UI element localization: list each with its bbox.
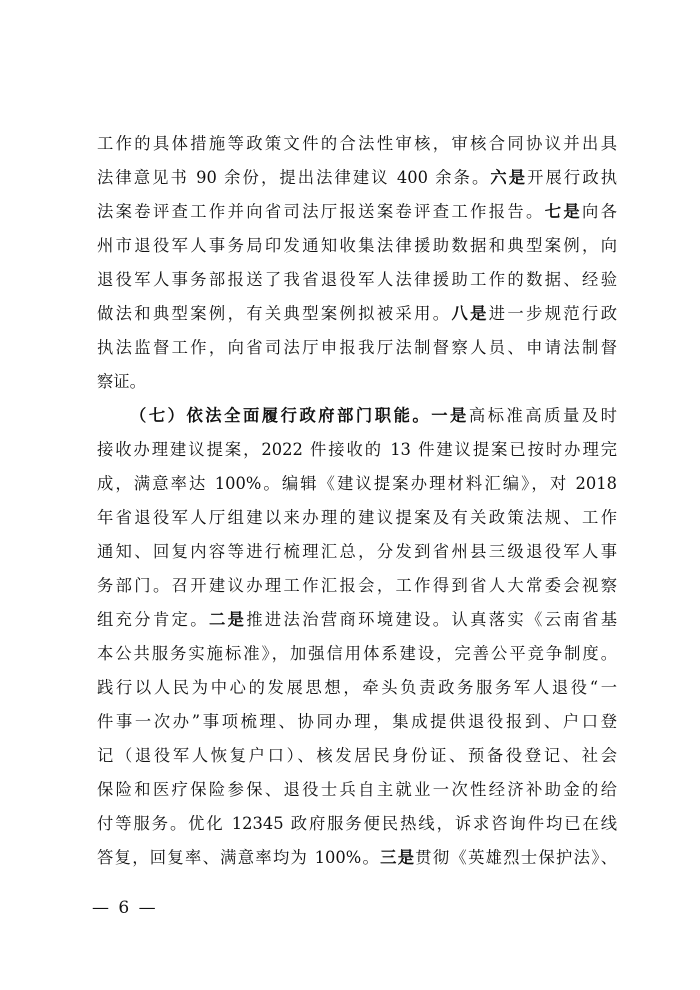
text-line [97,229,617,263]
text-line [97,501,617,535]
bold-run: 一是 [431,406,469,425]
text-line [97,569,617,603]
bold-run: 六是 [490,168,528,187]
text-run: 贯彻《英雄烈士保护法》、 [415,848,617,867]
text-run: 推进法治营商环境建设。认真落实《云南省基 [246,610,617,629]
text-run: 组充分肯定。 [97,610,209,629]
body-text [97,127,617,875]
text-line [97,161,617,195]
text-run: 答复，回复率、满意率均为 100%。 [97,848,381,867]
page-number: — 6 — [92,898,158,918]
text-run: 年省退役军人厅组建以来办理的建议提案及有关政策法规、工作 [97,508,617,527]
text-line [97,671,617,705]
text-line [97,603,617,637]
bold-run: （七）依法全面履行政府部门职能。 [130,406,432,425]
text-line [97,433,617,467]
text-run: 向各 [582,202,617,221]
text-run: 州市退役军人事务局印发通知收集法律援助数据和典型案例，向 [97,236,617,255]
text-run: 本公共服务实施标准》，加强信用体系建设，完善公平竞争制度。 [97,644,617,663]
bold-run: 七是 [544,202,583,221]
text-run: 践行以人民为中心的发展思想，牵头负责政务服务军人退役“一 [97,678,617,697]
text-run: 法律意见书 90 余份，提出法律建议 400 余条。 [97,168,491,187]
text-run: 做法和典型案例，有关典型案例拟被采用。 [97,304,452,323]
text-line [97,263,617,297]
text-line [97,467,617,501]
text-line [97,365,617,399]
text-run: 察证。 [97,372,146,391]
text-line [97,195,617,229]
text-run: 记（退役军人恢复户口）、核发居民身份证、预备役登记、社会 [97,746,617,765]
text-line [97,841,617,875]
text-line [97,705,617,739]
bold-run: 二是 [208,610,247,629]
text-line [97,807,617,841]
text-run: 进一步规范行政 [488,304,617,323]
text-line [97,399,617,433]
text-run: 高标准高质量及时 [468,406,617,425]
text-run: 工作的具体措施等政策文件的合法性审核，审核合同协议并出具 [97,134,617,153]
text-run: 法案卷评查工作并向省司法厅报送案卷评查工作报告。 [97,202,545,221]
text-line [97,739,617,773]
text-run: 接收办理建议提案，2022 件接收的 13 件建议提案已按时办理完 [97,440,617,459]
text-line [97,773,617,807]
text-run: 成，满意率达 100%。编辑《建议提案办理材料汇编》，对 2018 [97,474,617,493]
text-run: 执法监督工作，向省司法厅申报我厅法制督察人员、申请法制督 [97,338,617,357]
text-run: 务部门。召开建议办理工作汇报会，工作得到省人大常委会视察 [97,576,617,595]
text-line [97,637,617,671]
text-line [97,297,617,331]
text-run: 退役军人事务部报送了我省退役军人法律援助工作的数据、经验 [97,270,617,289]
bold-run: 八是 [451,304,489,323]
text-line [97,127,617,161]
text-run: 件事一次办”事项梳理、协同办理，集成提供退役报到、户口登 [97,712,617,731]
text-run: 付等服务。优化 12345 政府服务便民热线，诉求咨询件均已在线 [97,814,617,833]
text-line [97,331,617,365]
text-line [97,535,617,569]
text-run: 保险和医疗保险参保、退役士兵自主就业一次性经济补助金的给 [97,780,617,799]
text-run: 通知、回复内容等进行梳理汇总，分发到省州县三级退役军人事 [97,542,617,561]
bold-run: 三是 [380,848,416,867]
text-run: 开展行政执 [527,168,617,187]
